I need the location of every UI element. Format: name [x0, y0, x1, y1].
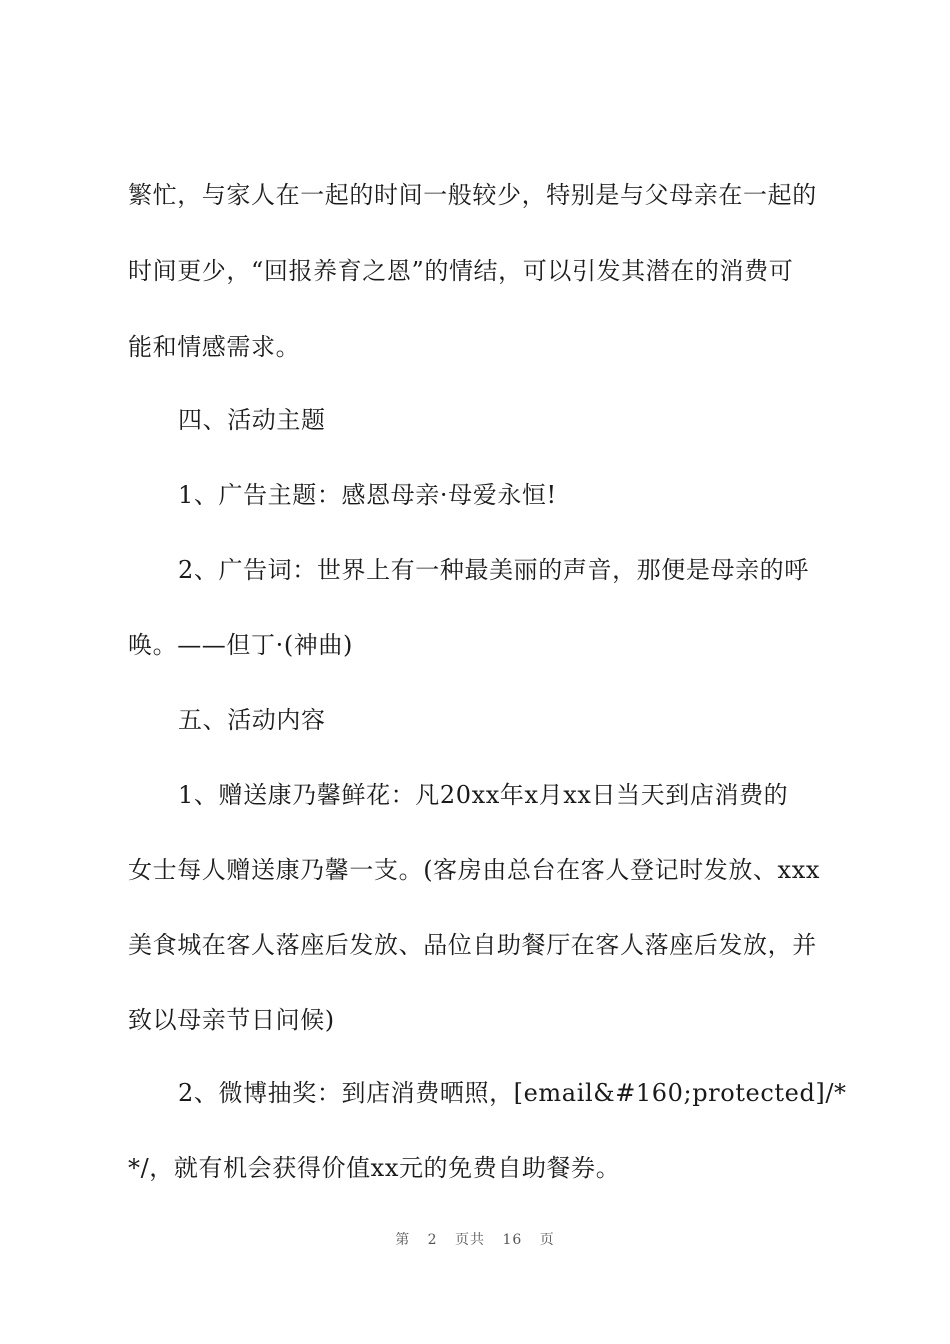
list-item-ad-slogan: 2、广告词：世界上有一种最美丽的声音，那便是母亲的呼 — [178, 556, 809, 584]
paragraph-line: 繁忙，与家人在一起的时间一般较少，特别是与父母亲在一起的 — [128, 181, 817, 209]
list-item-weibo-lottery: 2、微博抽奖：到店消费晒照，[email&#160;protected]/* — [178, 1079, 847, 1107]
page-footer — [0, 1229, 950, 1249]
list-item-flowers: 1、赠送康乃馨鲜花：凡20xx年x月xx日当天到店消费的 — [178, 781, 789, 809]
paragraph-line: 能和情感需求。 — [128, 333, 301, 361]
footer-total-pages: 16 — [502, 1232, 523, 1248]
footer-middle: 页共 — [455, 1232, 486, 1248]
paragraph-line: 时间更少，“回报养育之恩”的情结，可以引发其潜在的消费可 — [128, 257, 794, 285]
footer-page-number: 2 — [427, 1232, 438, 1248]
paragraph-line: 美食城在客人落座后发放、品位自助餐厅在客人落座后发放，并 — [128, 931, 817, 959]
paragraph-line: 致以母亲节日问候) — [128, 1006, 335, 1034]
paragraph-line: 唤。——但丁·(神曲) — [128, 631, 353, 659]
list-item-ad-theme: 1、广告主题：感恩母亲·母爱永恒! — [178, 481, 557, 509]
footer-prefix: 第 — [395, 1232, 411, 1248]
footer-suffix: 页 — [539, 1232, 555, 1248]
section-heading-theme: 四、活动主题 — [178, 406, 326, 434]
paragraph-line: */，就有机会获得价值xx元的免费自助餐券。 — [128, 1154, 621, 1182]
section-heading-content: 五、活动内容 — [178, 706, 326, 734]
paragraph-line: 女士每人赠送康乃馨一支。(客房由总台在客人登记时发放、xxx — [128, 856, 820, 884]
